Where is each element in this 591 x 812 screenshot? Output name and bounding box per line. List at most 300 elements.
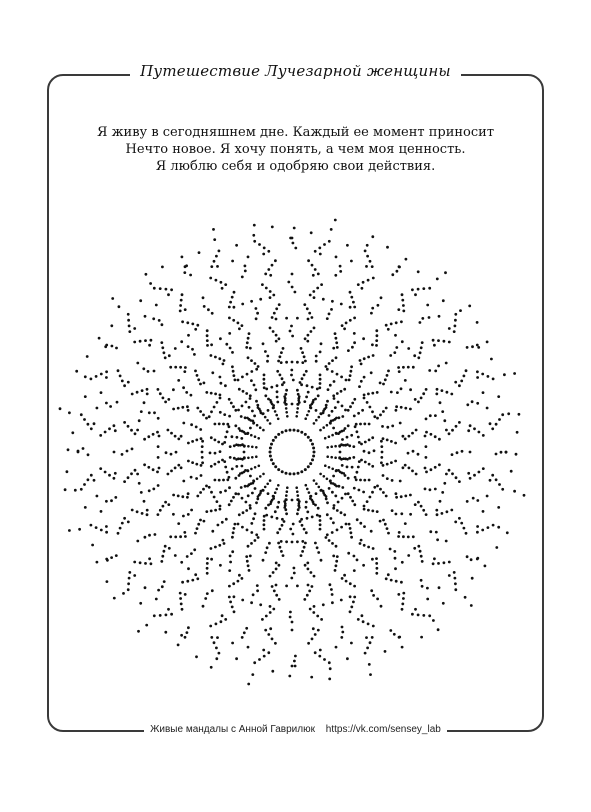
mandala-dot [306, 488, 309, 491]
mandala-dot [269, 455, 272, 458]
mandala-dot [237, 379, 240, 382]
mandala-dot [394, 460, 397, 463]
mandala-dot [229, 301, 232, 304]
mandala-dot [232, 319, 235, 322]
mandala-dot [200, 464, 203, 467]
mandala-dot [369, 260, 372, 263]
mandala-dot [441, 512, 444, 515]
mandala-dot [264, 629, 267, 632]
mandala-dot [141, 512, 144, 515]
mandala-dot [297, 498, 300, 501]
mandala-dot [320, 559, 323, 562]
mandala-dot [262, 473, 265, 476]
mandala-dot [463, 527, 466, 530]
mandala-dot [245, 501, 248, 504]
mandala-dot [272, 294, 275, 297]
mandala-dot [148, 489, 151, 492]
mandala-dot [284, 502, 287, 505]
mandala-dot [231, 365, 234, 368]
mandala-dot [185, 391, 188, 394]
mandala-dot [98, 337, 101, 340]
mandala-dot [460, 522, 463, 525]
mandala-dot [161, 266, 164, 269]
mandala-dot [404, 495, 407, 498]
mandala-dot [99, 434, 102, 437]
mandala-dot [202, 605, 205, 608]
mandala-dot [497, 506, 500, 509]
mandala-dot [353, 306, 356, 309]
mandala-dot [425, 513, 428, 516]
mandala-dot [422, 509, 425, 512]
mandala-dot [246, 432, 249, 435]
mandala-dot [104, 471, 107, 474]
mandala-dot [226, 430, 229, 433]
mandala-dot [199, 410, 202, 413]
mandala-dot [83, 418, 86, 421]
mandala-dot [264, 350, 267, 353]
mandala-dot [146, 388, 149, 391]
mandala-dot [105, 531, 108, 534]
mandala-dot [471, 345, 474, 348]
mandala-dot [121, 380, 124, 383]
mandala-dot [417, 453, 420, 456]
mandala-dot [280, 550, 283, 553]
mandala-dot [126, 450, 129, 453]
mandala-dot [254, 487, 257, 490]
mandala-dot [411, 432, 414, 435]
mandala-dot [210, 666, 213, 669]
mandala-dot [80, 488, 83, 491]
mandala-dot [296, 411, 299, 414]
mandala-dot [300, 554, 303, 557]
mandala-dot [414, 398, 417, 401]
mandala-dot [183, 271, 186, 274]
mandala-dot [262, 342, 265, 345]
mandala-dot [284, 399, 287, 402]
mandala-dot [350, 536, 353, 539]
mandala-dot [390, 391, 393, 394]
mandala-dot [254, 435, 257, 438]
mandala-dot [505, 451, 508, 454]
mandala-dot [90, 378, 93, 381]
mandala-dot [409, 388, 412, 391]
mandala-dot [445, 473, 448, 476]
mandala-dot [397, 593, 400, 596]
mandala-dot [220, 281, 223, 284]
mandala-dot [339, 431, 342, 434]
mandala-dot [492, 378, 495, 381]
mandala-dot [100, 529, 103, 532]
mandala-dot [386, 439, 389, 442]
mandala-dot [202, 488, 205, 491]
mandala-dot [386, 527, 389, 530]
mandala-dot [203, 382, 206, 385]
mandala-dot [341, 497, 344, 500]
mandala-dot [317, 507, 320, 510]
mandala-dot [411, 470, 414, 473]
mandala-dot [435, 509, 438, 512]
mandala-dot [363, 450, 366, 453]
mandala-dot [256, 478, 259, 481]
mandala-dot [194, 328, 197, 331]
mandala-dot [233, 374, 236, 377]
mandala-dot [366, 401, 369, 404]
mandala-dot [184, 265, 187, 268]
mandala-dot [448, 561, 451, 564]
mandala-dot [295, 486, 298, 489]
mandala-dot [397, 535, 400, 538]
mandala-dot [231, 351, 234, 354]
mandala-dot [237, 580, 240, 583]
mandala-dot [219, 397, 222, 400]
mandala-dot [331, 593, 334, 596]
mandala-dot [422, 614, 425, 617]
mandala-dot [362, 337, 365, 340]
mandala-dot [439, 401, 442, 404]
mandala-dot [360, 363, 363, 366]
mandala-dot [136, 362, 139, 365]
mandala-dot [325, 498, 328, 501]
mandala-dot [376, 391, 379, 394]
mandala-dot [157, 417, 160, 420]
mandala-dot [421, 560, 424, 563]
mandala-dot [294, 247, 297, 250]
mandala-dot [159, 287, 162, 290]
mandala-dot [301, 524, 304, 527]
mandala-dot [272, 439, 275, 442]
mandala-dot [156, 431, 159, 434]
mandala-dot [215, 279, 218, 282]
mandala-dot [265, 287, 268, 290]
mandala-dot [335, 337, 338, 340]
mandala-dot [338, 444, 341, 447]
mandala-dot [363, 505, 366, 508]
mandala-dot [481, 373, 484, 376]
mandala-dot [269, 605, 272, 608]
mandala-dot [471, 400, 474, 403]
mandala-dot [269, 447, 272, 450]
mandala-dot [400, 581, 403, 584]
mandala-dot [303, 546, 306, 549]
mandala-dot [495, 423, 498, 426]
mandala-dot [127, 313, 130, 316]
mandala-dot [240, 415, 243, 418]
mandala-dot [345, 322, 348, 325]
mandala-dot [281, 431, 284, 434]
mandala-dot [343, 574, 346, 577]
mandala-dot [148, 557, 151, 560]
mandala-dot [244, 265, 247, 268]
mandala-dot [282, 554, 285, 557]
mandala-dot [130, 429, 133, 432]
mandala-dot [339, 265, 342, 268]
mandala-dot [351, 402, 354, 405]
mandala-dot [244, 416, 247, 419]
mandala-dot [319, 519, 322, 522]
mandala-dot [281, 377, 284, 380]
mandala-dot [147, 435, 150, 438]
mandala-dot [498, 483, 501, 486]
mandala-dot [328, 313, 331, 316]
mandala-dot [285, 411, 288, 414]
mandala-dot [301, 351, 304, 354]
mandala-dot [274, 259, 277, 262]
mandala-dot [99, 467, 102, 470]
mandala-dot [242, 390, 245, 393]
mandala-dot [328, 466, 331, 469]
mandala-dot [402, 366, 405, 369]
mandala-dot [106, 580, 109, 583]
mandala-dot [335, 341, 338, 344]
mandala-dot [346, 458, 349, 461]
mandala-dot [331, 468, 334, 471]
mandala-dot [255, 533, 258, 536]
mandala-dot [320, 342, 323, 345]
mandala-dot [339, 451, 342, 454]
mandala-dot [219, 505, 222, 508]
mandala-dot [250, 482, 253, 485]
mandala-dot [117, 369, 120, 372]
mandala-dot [59, 407, 62, 410]
mandala-dot [250, 542, 253, 545]
mandala-dot [305, 484, 308, 487]
mandala-dot [275, 340, 278, 343]
mandala-dot [255, 307, 258, 310]
mandala-dot [340, 599, 343, 602]
mandala-dot [223, 413, 226, 416]
mandala-dot [326, 317, 329, 320]
footer-link[interactable]: https://vk.com/sensey_lab [325, 724, 441, 735]
mandala-dot [266, 355, 269, 358]
mandala-dot [263, 528, 266, 531]
mandala-dot [324, 437, 327, 440]
mandala-dot [370, 589, 373, 592]
mandala-dot [467, 472, 470, 475]
mandala-dot [335, 432, 338, 435]
mandala-dot [289, 528, 292, 531]
mandala-dot [325, 365, 328, 368]
mandala-dot [90, 474, 93, 477]
mandala-dot [491, 474, 494, 477]
mandala-dot [323, 475, 326, 478]
mandala-dot [453, 330, 456, 333]
mandala-dot [175, 451, 178, 454]
mandala-dot [404, 407, 407, 410]
page-title: Путешествие Лучезарной женщины [130, 62, 461, 80]
mandala-dot [363, 544, 366, 547]
mandala-dot [330, 588, 333, 591]
mandala-dot [259, 492, 262, 495]
mandala-dot [343, 513, 346, 516]
mandala-dot [294, 665, 297, 668]
mandala-dot [254, 466, 257, 469]
mandala-dot [329, 583, 332, 586]
mandala-dot [215, 647, 218, 650]
mandala-dot [342, 444, 345, 447]
mandala-dot [294, 291, 297, 294]
mandala-dot [343, 472, 346, 475]
mandala-dot [364, 250, 367, 253]
mandala-dot [435, 531, 438, 534]
mandala-dot [353, 596, 356, 599]
mandala-dot [122, 592, 125, 595]
mandala-dot [375, 339, 378, 342]
mandala-dot [128, 325, 131, 328]
mandala-dot [330, 445, 333, 448]
mandala-dot [177, 464, 180, 467]
mandala-dot [157, 484, 160, 487]
mandala-dot [319, 351, 322, 354]
mandala-dot [167, 398, 170, 401]
mandala-dot [219, 491, 222, 494]
mandala-dot [327, 388, 330, 391]
mandala-dot [271, 226, 274, 229]
mandala-dot [332, 347, 335, 350]
mandala-dot [308, 410, 311, 413]
mandala-dot [290, 325, 293, 328]
mandala-dot [442, 602, 445, 605]
mandala-dot [445, 429, 448, 432]
mandala-dot [246, 341, 249, 344]
mandala-dot [347, 424, 350, 427]
mandala-dot [275, 488, 278, 491]
mandala-dot [422, 287, 425, 290]
mandala-dot [264, 486, 267, 489]
mandala-dot [273, 312, 276, 315]
mandala-dot [320, 283, 323, 286]
mandala-dot [443, 419, 446, 422]
mandala-dot [184, 366, 187, 369]
footer [0, 724, 591, 735]
mandala-dot [417, 401, 420, 404]
mandala-dot [258, 243, 261, 246]
mandala-dot [206, 329, 209, 332]
mandala-dot [210, 392, 213, 395]
mandala-dot [334, 406, 337, 409]
mandala-dot [373, 486, 376, 489]
mandala-dot [209, 625, 212, 628]
mandala-dot [454, 582, 457, 585]
mandala-dot [446, 510, 449, 513]
mandala-dot [138, 482, 141, 485]
mandala-dot [384, 650, 387, 653]
mandala-dot [290, 374, 293, 377]
mandala-dot [253, 384, 256, 387]
mandala-dot [328, 678, 331, 681]
mandala-dot [336, 346, 339, 349]
mandala-dot [228, 306, 231, 309]
mandala-dot [471, 577, 474, 580]
mandala-dot [271, 670, 274, 673]
mandala-dot [235, 458, 238, 461]
mandala-dot [172, 513, 175, 516]
mandala-dot [492, 524, 495, 527]
mandala-dot [277, 484, 280, 487]
mandala-dot [291, 403, 294, 406]
mandala-dot [371, 436, 374, 439]
mandala-dot [127, 476, 130, 479]
mandala-dot [224, 436, 227, 439]
mandala-dot [108, 427, 111, 430]
mandala-dot [311, 264, 314, 267]
mandala-dot [202, 296, 205, 299]
mandala-dot [218, 544, 221, 547]
mandala-dot [364, 461, 367, 464]
mandala-dot [210, 265, 213, 268]
mandala-dot [275, 568, 278, 571]
mandala-dot [398, 370, 401, 373]
mandala-dot [334, 332, 337, 335]
mandala-dot [317, 394, 320, 397]
mandala-dot [359, 522, 362, 525]
mandala-dot [322, 298, 325, 301]
mandala-dot [401, 561, 404, 564]
mandala-dot [298, 395, 301, 398]
mandala-dot [238, 327, 241, 330]
mandala-dot [349, 306, 352, 309]
mandala-dot [105, 525, 108, 528]
mandala-dot [476, 558, 479, 561]
mandala-dot [470, 558, 473, 561]
mandala-dot [353, 569, 356, 572]
mandala-dot [115, 554, 118, 557]
mandala-dot [133, 341, 136, 344]
mandala-dot [285, 512, 288, 515]
mandala-dot [250, 370, 253, 373]
mandala-dot [384, 523, 387, 526]
mandala-dot [434, 435, 437, 438]
mandala-dot [152, 317, 155, 320]
mandala-dot [231, 260, 234, 263]
mandala-dot [349, 527, 352, 530]
mandala-dot [424, 488, 427, 491]
mandala-dot [205, 510, 208, 513]
mandala-dot [169, 535, 172, 538]
mandala-dot [191, 579, 194, 582]
mandala-dot [245, 392, 248, 395]
mandala-dot [211, 312, 214, 315]
mandala-dot [194, 532, 197, 535]
mandala-dot [363, 376, 366, 379]
mandala-dot [177, 379, 180, 382]
mandala-dot [222, 539, 225, 542]
mandala-dot [417, 288, 420, 291]
mandala-dot [86, 355, 89, 358]
mandala-dot [371, 636, 374, 639]
affirmation-line-3: Я люблю себя и одобряю свои действия. [155, 159, 436, 174]
mandala-dot [469, 451, 472, 454]
mandala-dot [395, 405, 398, 408]
mandala-dot [181, 495, 184, 498]
mandala-dot [96, 495, 99, 498]
mandala-dot [369, 673, 372, 676]
mandala-dot [289, 611, 292, 614]
mandala-dot [346, 436, 349, 439]
mandala-dot [448, 341, 451, 344]
mandala-dot [228, 398, 231, 401]
mandala-dot [402, 435, 405, 438]
mandala-dot [402, 535, 405, 538]
mandala-dot [213, 496, 216, 499]
mandala-dot [458, 517, 461, 520]
mandala-dot [276, 506, 279, 509]
mandala-dot [330, 308, 333, 311]
mandala-dot [395, 496, 398, 499]
mandala-dot [476, 344, 479, 347]
mandala-dot [147, 370, 150, 373]
mandala-dot [510, 470, 513, 473]
mandala-dot [408, 435, 411, 438]
